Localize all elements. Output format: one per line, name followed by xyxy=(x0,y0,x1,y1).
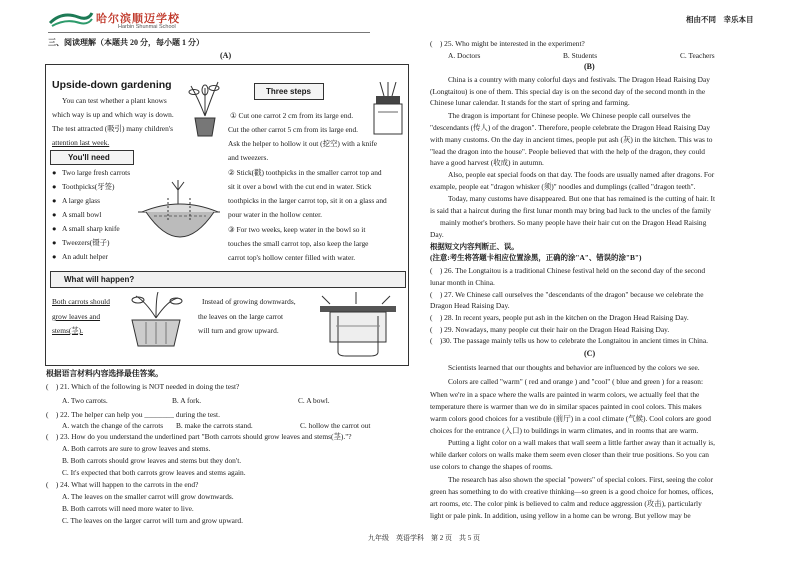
list-item: ● Tweezers(镊子) xyxy=(52,238,110,247)
passage-c-label: (C) xyxy=(584,349,596,358)
school-name-cn: 哈尔滨顺迈学校 xyxy=(96,13,180,25)
questions-a-instruction: 根据语言材料内容选择最佳答案。 xyxy=(46,369,163,378)
q21-option-b[interactable]: B. A fork. xyxy=(172,396,202,405)
steps-title: Three steps xyxy=(266,87,311,96)
passage-a-title: Upside-down gardening xyxy=(52,79,172,91)
question-24: ( ) 24. What will happen to the carrots in the end? xyxy=(46,480,199,489)
question-22: ( ) 22. The helper can help you ________ during the test. xyxy=(46,410,220,419)
list-item: ● Two large fresh carrots xyxy=(52,168,131,177)
list-item: ● A large glass xyxy=(52,196,101,205)
passage-b-note: (注意:考生将答题卡相应位置涂黑，正确的涂"A"、错误的涂"B") xyxy=(430,253,642,262)
sprouting-carrot-illustration xyxy=(128,292,184,355)
carrot-glass-illustration xyxy=(370,82,406,143)
statement-30[interactable]: ( )30. The passage mainly tells us how to celebrate the Longtaitou in ancient times in China. xyxy=(430,336,708,345)
q24-option-c[interactable]: C. The leaves on the larger carrot will turn and grow upward. xyxy=(62,516,243,525)
list-item: ● An adult helper xyxy=(52,252,108,261)
q22-option-c[interactable]: C. hollow the carrot out xyxy=(300,421,371,430)
statement-29[interactable]: ( ) 29. Nowadays, many people cut their hair on the Dragon Head Raising Day. xyxy=(430,325,670,334)
statement-26[interactable]: ( ) 26. The Longtaitou is a traditional Chinese festival held on the second day of the second xyxy=(430,266,706,275)
q25-option-b[interactable]: B. Students xyxy=(563,51,598,60)
passage-b-label: (B) xyxy=(584,62,595,71)
school-logo xyxy=(48,9,94,29)
happen-title: What will happen? xyxy=(64,275,135,284)
header-rule xyxy=(48,32,370,33)
q24-option-b[interactable]: B. Both carrots will need more water to live. xyxy=(62,504,194,513)
section-heading: 三、阅读理解（本题共 20 分，每小题 1 分） xyxy=(48,38,204,47)
statement-27[interactable]: ( ) 27. We Chinese call ourselves the "descendants of the dragon" because we celebrate the xyxy=(430,290,704,299)
question-21: ( ) 21. Which of the following is NOT needed in doing the test? xyxy=(46,382,240,391)
question-23: ( ) 23. How do you understand the underlined part "Both carrots should grow leaves and stems(茎)."? xyxy=(46,432,352,441)
carrot-bowl-illustration xyxy=(132,178,228,269)
q23-option-a[interactable]: A. Both carrots are sure to grow leaves and stems. xyxy=(62,444,211,453)
school-name-en: Harbin Shunmai School xyxy=(118,24,176,30)
page-footer: 九年级 英语学科 第 2 页 共 5 页 xyxy=(368,534,480,542)
q21-option-c[interactable]: C. A bowl. xyxy=(298,396,330,405)
list-item: ● Toothpicks(牙签) xyxy=(52,182,115,191)
passage-b-instruction: 根据短文内容判断正、误。 xyxy=(430,242,519,251)
q23-option-b[interactable]: B. Both carrots should grow leaves and stems but they don't. xyxy=(62,456,242,465)
statement-28[interactable]: ( ) 28. In recent years, people put ash in the kitchen on the Dragon Head Raising Day. xyxy=(430,313,689,322)
q24-option-a[interactable]: A. The leaves on the smaller carrot will grow downwards. xyxy=(62,492,234,501)
q25-option-a[interactable]: A. Doctors xyxy=(448,51,481,60)
q22-option-b[interactable]: B. make the carrots stand. xyxy=(176,421,253,430)
list-item: ● A small sharp knife xyxy=(52,224,120,233)
need-title: You'll need xyxy=(68,153,110,162)
header-motto: 相由不同 幸乐本目 xyxy=(686,15,754,24)
q25-option-c[interactable]: C. Teachers xyxy=(680,51,715,60)
potted-plant-illustration xyxy=(188,76,222,143)
q22-option-a[interactable]: A. watch the change of the carrots xyxy=(62,421,164,430)
passage-a-label: (A) xyxy=(220,51,232,60)
q23-option-c[interactable]: C. It's expected that both carrots grow leaves and stems again. xyxy=(62,468,246,477)
glass-carrot-illustration xyxy=(316,290,400,363)
list-item: ● A small bowl xyxy=(52,210,102,219)
question-25: ( ) 25. Who might be interested in the experiment? xyxy=(430,39,585,48)
q21-option-a[interactable]: A. Two carrots. xyxy=(62,396,108,405)
